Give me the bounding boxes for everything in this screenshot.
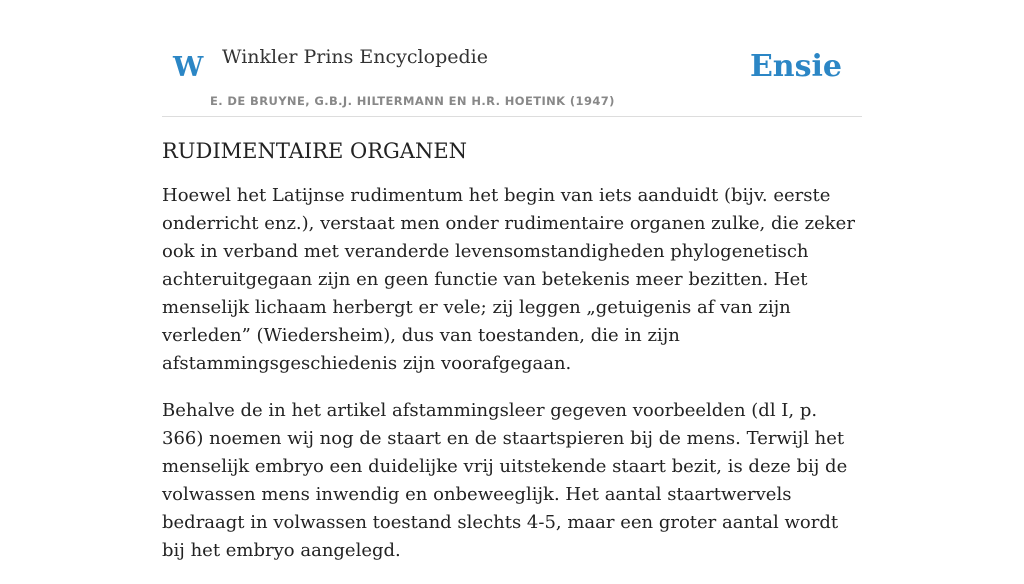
brand-logo[interactable]: Ensie — [749, 49, 842, 84]
article-paragraph: Behalve de in het artikel afstammingsleer gegeven voorbeelden (dl I, p. 366) noemen wij nog de staart en de staartspieren bij de mens. Terwijl het menselijk embryo een duidelijke vrij uitstekende staart bezit, is deze bij de volwassen mens inwendig en onbeweeglijk. Het aantal staartwervels bedraagt in volwassen toestand slechts 4-5, maar een groter aantal wordt bij het embryo aangelegd. — [162, 399, 848, 561]
site-header — [162, 0, 862, 117]
logo-w-icon[interactable]: W — [173, 52, 204, 83]
article-paragraph: Hoewel het Latijnse rudimentum het begin van iets aanduidt (bijv. eerste onderricht enz.), verstaat men onder rudimentaire organen zulke, die zeker ook in verband met veranderde levensomstandigheden phylogenetisch achteruitgegaan zijn en geen functie van betekenis meer bezitten. Het menselijk lichaam herbergt er vele; zij leggen „getuigenis af van zijn verleden” (Wiedersheim), dus van toestanden, die in zijn afstammingsgeschiedenis zijn voorafgegaan. — [162, 184, 855, 374]
article-title: RUDIMENTAIRE ORGANEN — [162, 139, 468, 163]
article — [162, 136, 862, 584]
site-title[interactable]: Winkler Prins Encyclopedie — [222, 46, 488, 68]
authors-line: E. DE BRUYNE, G.B.J. HILTERMANN EN H.R. HOETINK (1947) — [210, 94, 615, 108]
